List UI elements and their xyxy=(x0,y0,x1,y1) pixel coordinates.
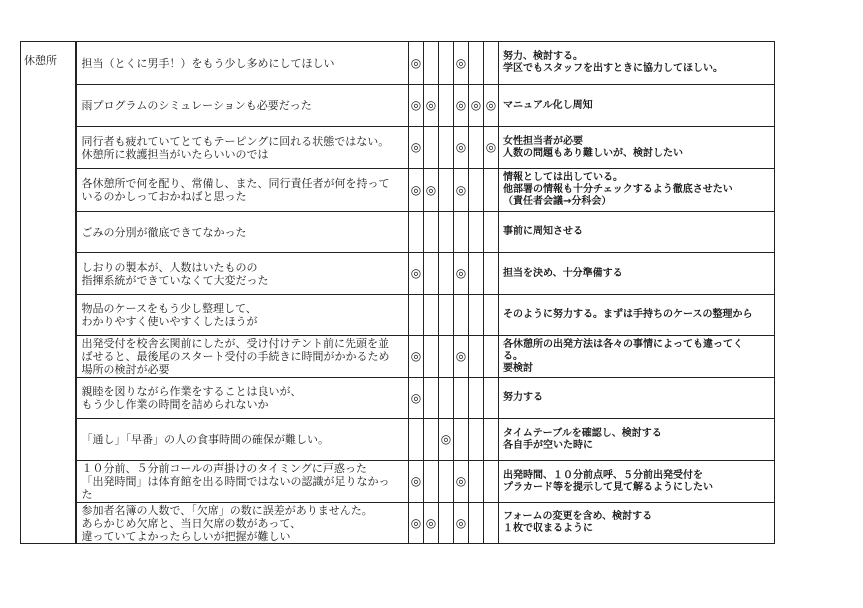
mark-cell xyxy=(409,85,424,127)
mark-cell xyxy=(469,169,484,212)
mark-cell xyxy=(439,253,454,295)
response-cell: 努力、検討する。 学区でもスタッフを出すときに協力してほしい。 xyxy=(499,42,775,85)
response-cell: タイムテーブルを確認し、検討する 各自手が空いた時に xyxy=(499,419,775,461)
mark-cell xyxy=(469,336,484,378)
mark-cell xyxy=(424,295,439,336)
mark-cell xyxy=(484,42,499,85)
mark-cell xyxy=(439,127,454,169)
mark-cell xyxy=(439,295,454,336)
mark-cell xyxy=(424,253,439,295)
double-circle-mark: ◎ xyxy=(455,515,467,530)
double-circle-mark: ◎ xyxy=(410,98,422,112)
double-circle-mark: ◎ xyxy=(455,349,467,363)
issue-cell: 雨プログラムのシミュレーションも必要だった xyxy=(76,85,409,127)
table-row xyxy=(21,378,775,419)
mark-cell xyxy=(439,461,454,503)
response-cell: 女性担当者が必要 人数の問題もあり難しいが、検討したい xyxy=(499,127,775,169)
mark-cell xyxy=(454,127,469,169)
double-circle-mark: ◎ xyxy=(455,140,467,154)
table-row xyxy=(21,127,775,169)
mark-cell xyxy=(424,42,439,85)
mark-cell xyxy=(484,461,499,503)
mark-cell xyxy=(469,378,484,419)
mark-cell xyxy=(409,42,424,85)
double-circle-mark: ◎ xyxy=(425,182,437,197)
mark-cell xyxy=(484,253,499,295)
mark-cell xyxy=(409,253,424,295)
mark-cell xyxy=(424,419,439,461)
mark-cell xyxy=(439,42,454,85)
mark-cell xyxy=(454,212,469,253)
mark-cell xyxy=(409,461,424,503)
mark-cell xyxy=(409,336,424,378)
mark-cell xyxy=(469,503,484,544)
issue-cell: 同行者も疲れていてとてもテーピングに回れる状態ではない。 休憩所に救護担当がいたらいいのでは xyxy=(76,127,409,169)
double-circle-mark: ◎ xyxy=(455,55,467,70)
issue-cell: 親睦を図りながら作業をすることは良いが、 もう少し作業の時間を詰められないか xyxy=(76,378,409,419)
mark-cell xyxy=(484,378,499,419)
response-cell: 情報としては出している。 他部署の情報も十分チェックするよう徹底させたい （責任者会議→分科会） xyxy=(499,169,775,212)
mark-cell xyxy=(484,127,499,169)
mark-cell xyxy=(469,295,484,336)
mark-cell xyxy=(469,85,484,127)
mark-cell xyxy=(469,127,484,169)
table-row xyxy=(21,461,775,503)
response-cell: 各休憩所の出発方法は各々の事情によっても違ってく る。 要検討 xyxy=(499,336,775,378)
mark-cell xyxy=(469,419,484,461)
double-circle-mark: ◎ xyxy=(410,182,422,197)
mark-cell xyxy=(469,42,484,85)
double-circle-mark: ◎ xyxy=(455,182,467,197)
double-circle-mark: ◎ xyxy=(410,474,422,488)
double-circle-mark: ◎ xyxy=(455,474,467,488)
mark-cell xyxy=(454,419,469,461)
response-cell: 担当を決め、十分準備する xyxy=(499,253,775,295)
issue-cell: 「通し」「早番」の人の食事時間の確保が難しい。 xyxy=(76,419,409,461)
response-cell: 出発時間、１０分前点呼、５分前出発受付を プラカード等を提示して見て解るようにしたい xyxy=(499,461,775,503)
mark-cell xyxy=(424,127,439,169)
double-circle-mark: ◎ xyxy=(485,140,497,154)
mark-cell xyxy=(484,336,499,378)
issue-cell: １０分前、５分前コールの声掛けのタイミングに戸惑った 「出発時間」は体育館を出る時間ではないの認識が足りなかっ た xyxy=(76,461,409,503)
issue-cell: 物品のケースをもう少し整理して、 わかりやすく使いやすくしたほうが xyxy=(76,295,409,336)
response-cell: 事前に周知させる xyxy=(499,212,775,253)
mark-cell xyxy=(409,169,424,212)
table-row xyxy=(21,336,775,378)
mark-cell xyxy=(409,212,424,253)
table-row xyxy=(21,42,775,85)
double-circle-mark: ◎ xyxy=(425,515,437,530)
table-row xyxy=(21,212,775,253)
mark-cell xyxy=(484,295,499,336)
issue-cell: しおりの製本が、人数はいたものの 指揮系統ができていなくて大変だった xyxy=(76,253,409,295)
double-circle-mark: ◎ xyxy=(425,98,437,112)
mark-cell xyxy=(454,503,469,544)
mark-cell xyxy=(439,336,454,378)
double-circle-mark: ◎ xyxy=(410,515,422,530)
issue-cell: 各休憩所で何を配り、常備し、また、同行責任者が何を持って いるのかしっておかねばと思った xyxy=(76,169,409,212)
response-cell: 努力する xyxy=(499,378,775,419)
response-cell: マニュアル化し周知 xyxy=(499,85,775,127)
double-circle-mark: ◎ xyxy=(455,98,467,112)
mark-cell xyxy=(424,169,439,212)
mark-cell xyxy=(454,378,469,419)
mark-cell xyxy=(469,212,484,253)
table-row xyxy=(21,503,775,544)
issue-cell: 担当（とくに男手！）をもう少し多めにしてほしい xyxy=(76,42,409,85)
response-cell: フォームの変更を含め、検討する １枚で収まるように xyxy=(499,503,775,544)
table-row xyxy=(21,85,775,127)
mark-cell xyxy=(454,169,469,212)
mark-cell xyxy=(439,85,454,127)
feedback-table-body xyxy=(21,42,775,544)
feedback-table xyxy=(20,41,775,544)
table-row xyxy=(21,253,775,295)
issue-cell: 参加者名簿の人数で、「欠席」の数に誤差がありませんた。 あらかじめ欠席と、当日欠席の数があって、 違っていてよかったらしいが把握が難しい xyxy=(76,503,409,544)
table-row xyxy=(21,169,775,212)
issue-cell: 出発受付を校舎玄関前にしたが、受け付けテント前に先頭を並 ばせると、最後尾のスタート受付の手続きに時間がかかるため 場所の検討が必要 xyxy=(76,336,409,378)
response-cell: そのように努力する。まずは手持ちのケースの整理から xyxy=(499,295,775,336)
mark-cell xyxy=(424,212,439,253)
double-circle-mark: ◎ xyxy=(410,390,422,405)
issue-cell: ごみの分別が徹底できてなかった xyxy=(76,212,409,253)
mark-cell xyxy=(484,419,499,461)
mark-cell xyxy=(439,169,454,212)
mark-cell xyxy=(469,253,484,295)
double-circle-mark: ◎ xyxy=(485,98,497,112)
mark-cell xyxy=(454,42,469,85)
double-circle-mark: ◎ xyxy=(455,266,467,280)
mark-cell xyxy=(439,419,454,461)
mark-cell xyxy=(409,295,424,336)
mark-cell xyxy=(484,85,499,127)
mark-cell xyxy=(484,212,499,253)
mark-cell xyxy=(469,461,484,503)
double-circle-mark: ◎ xyxy=(440,432,452,446)
mark-cell xyxy=(484,503,499,544)
mark-cell xyxy=(439,378,454,419)
section-label: 休憩所 xyxy=(21,42,76,544)
double-circle-mark: ◎ xyxy=(410,266,422,280)
double-circle-mark: ◎ xyxy=(410,349,422,363)
mark-cell xyxy=(439,503,454,544)
mark-cell xyxy=(409,419,424,461)
mark-cell xyxy=(409,503,424,544)
mark-cell xyxy=(424,85,439,127)
mark-cell xyxy=(424,461,439,503)
mark-cell xyxy=(424,503,439,544)
mark-cell xyxy=(454,295,469,336)
mark-cell xyxy=(454,85,469,127)
mark-cell xyxy=(409,378,424,419)
double-circle-mark: ◎ xyxy=(470,98,482,112)
double-circle-mark: ◎ xyxy=(410,140,422,154)
mark-cell xyxy=(454,336,469,378)
mark-cell xyxy=(409,127,424,169)
table-row xyxy=(21,419,775,461)
mark-cell xyxy=(454,253,469,295)
mark-cell xyxy=(484,169,499,212)
mark-cell xyxy=(424,378,439,419)
mark-cell xyxy=(424,336,439,378)
mark-cell xyxy=(454,461,469,503)
double-circle-mark: ◎ xyxy=(410,55,422,70)
mark-cell xyxy=(439,212,454,253)
table-row xyxy=(21,295,775,336)
